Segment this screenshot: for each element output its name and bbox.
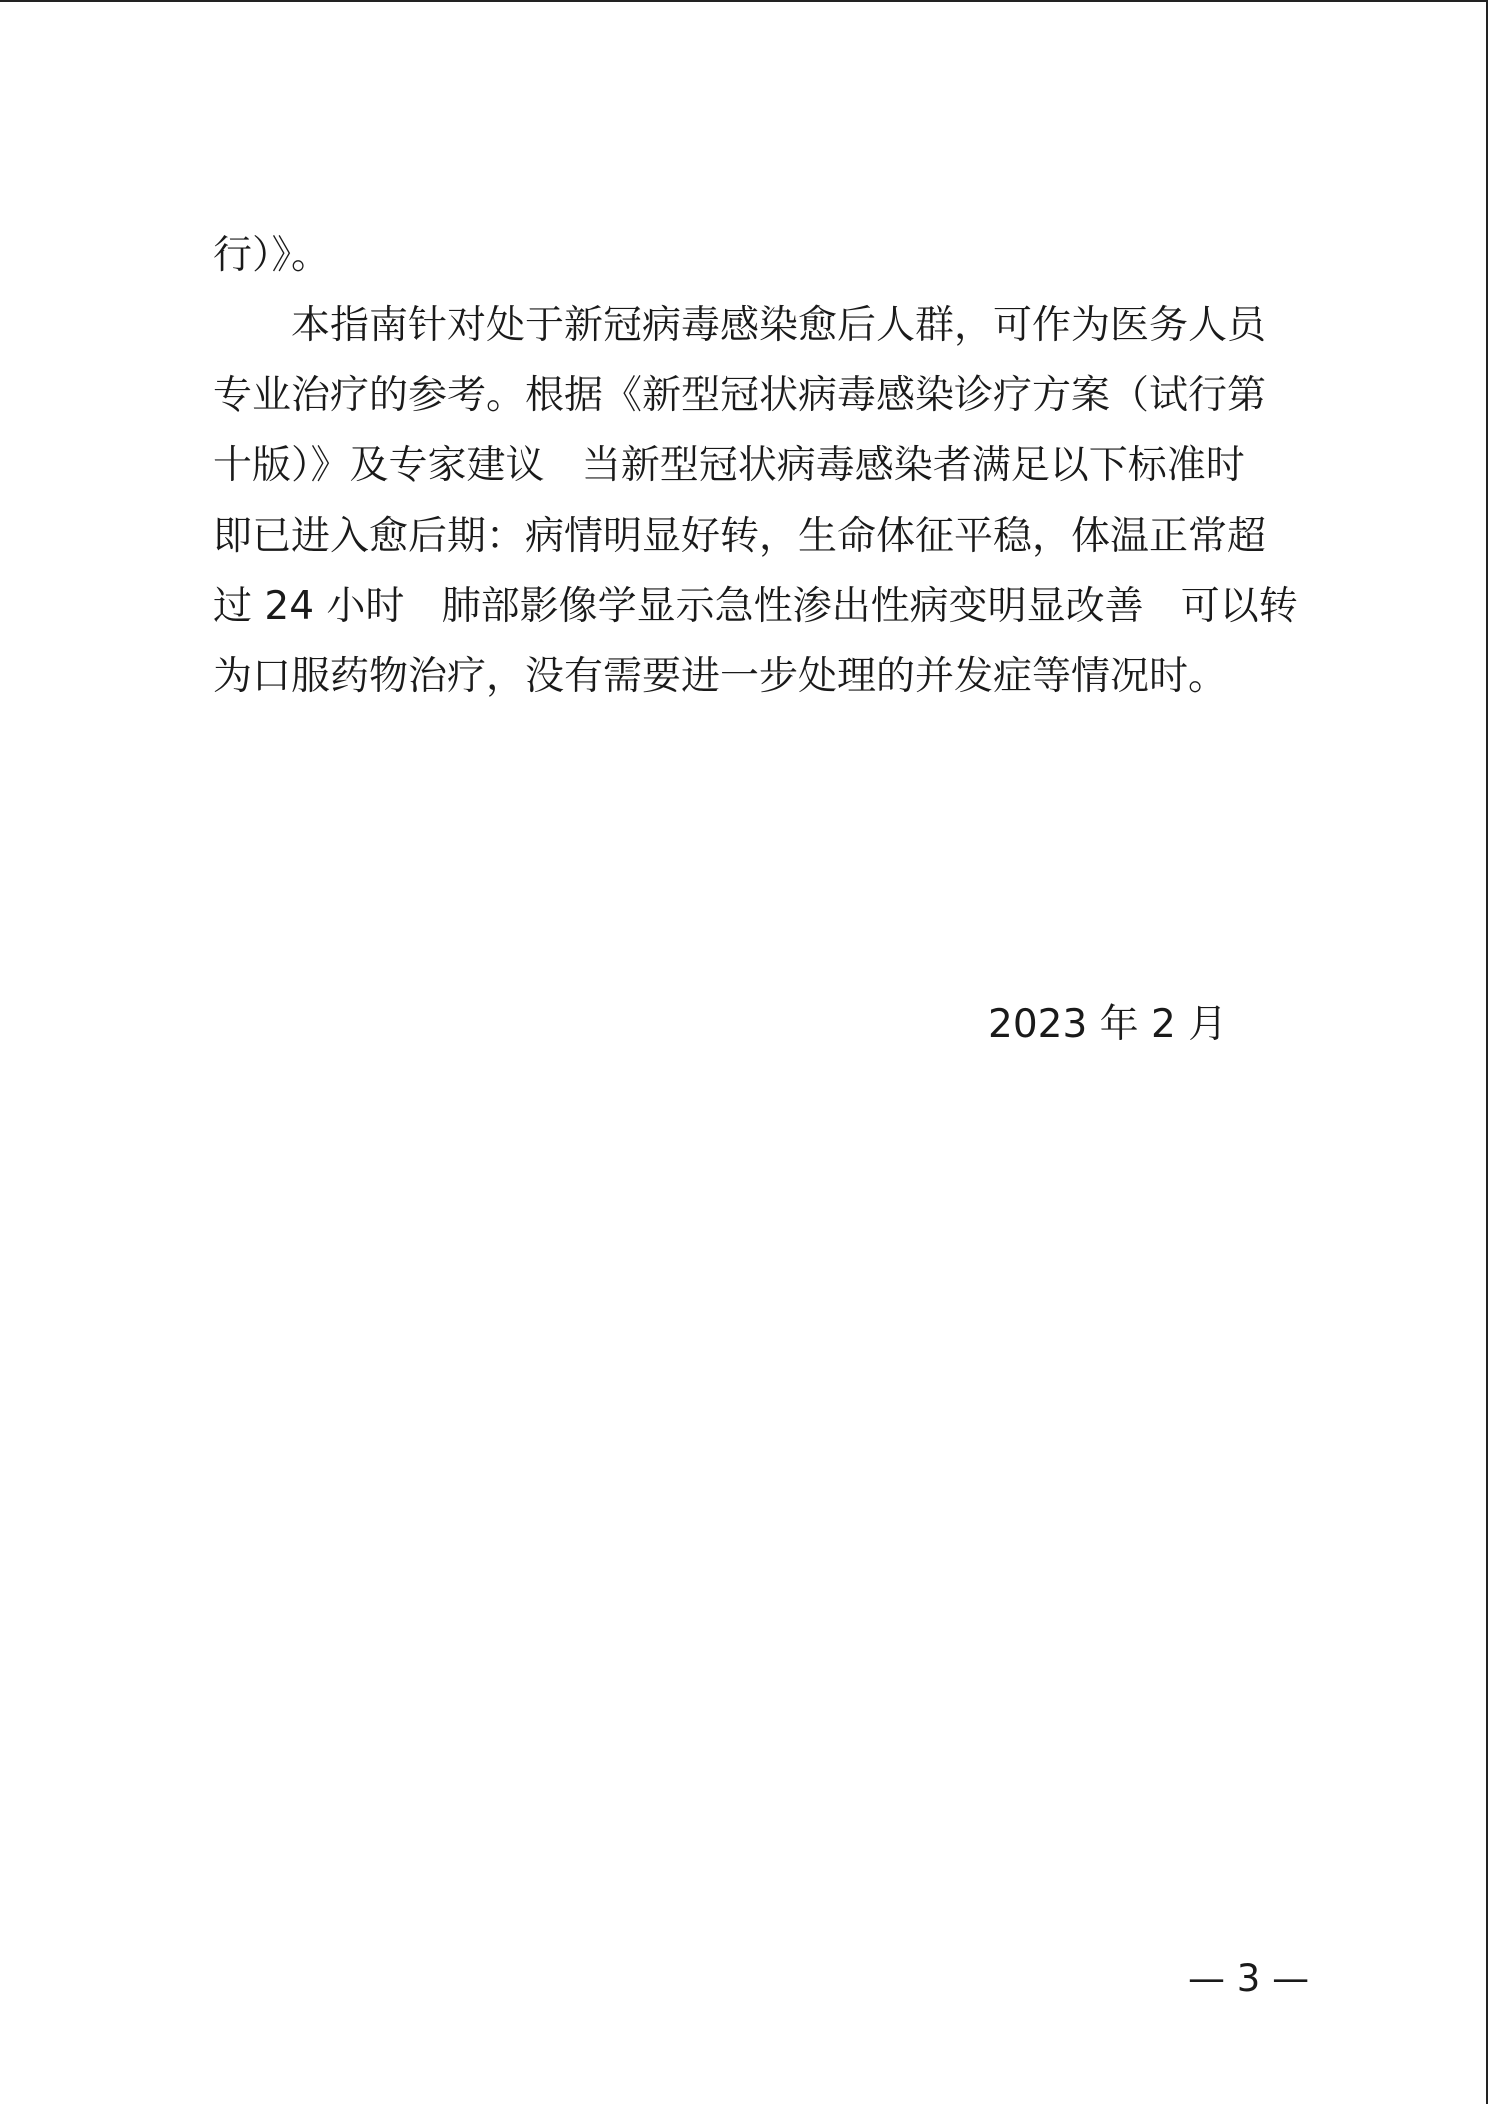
text-line-4: 十版）》及专家建议 当新型冠状病毒感染者满足以下标准时	[213, 443, 1245, 488]
text-line-7: 为口服药物治疗，没有需要进一步处理的并发症等情况时。	[213, 654, 1228, 699]
page-number: — 3 —	[1188, 1957, 1310, 2000]
document-date: 2023 年 2 月	[988, 1002, 1228, 1047]
text-line-6: 过 24 小时 肺部影像学显示急性渗出性病变明显改善 可以转	[213, 584, 1298, 629]
text-line-1: 行）》。	[213, 233, 331, 278]
paragraph-first-line: 本指南针对处于新冠病毒感染愈后人群，可作为医务人员	[291, 303, 1267, 348]
text-line-3: 专业治疗的参考。根据《新型冠状病毒感染诊疗方案（试行第	[213, 373, 1267, 418]
text-line-5: 即已进入愈后期：病情明显好转，生命体征平稳，体温正常超	[213, 514, 1267, 559]
